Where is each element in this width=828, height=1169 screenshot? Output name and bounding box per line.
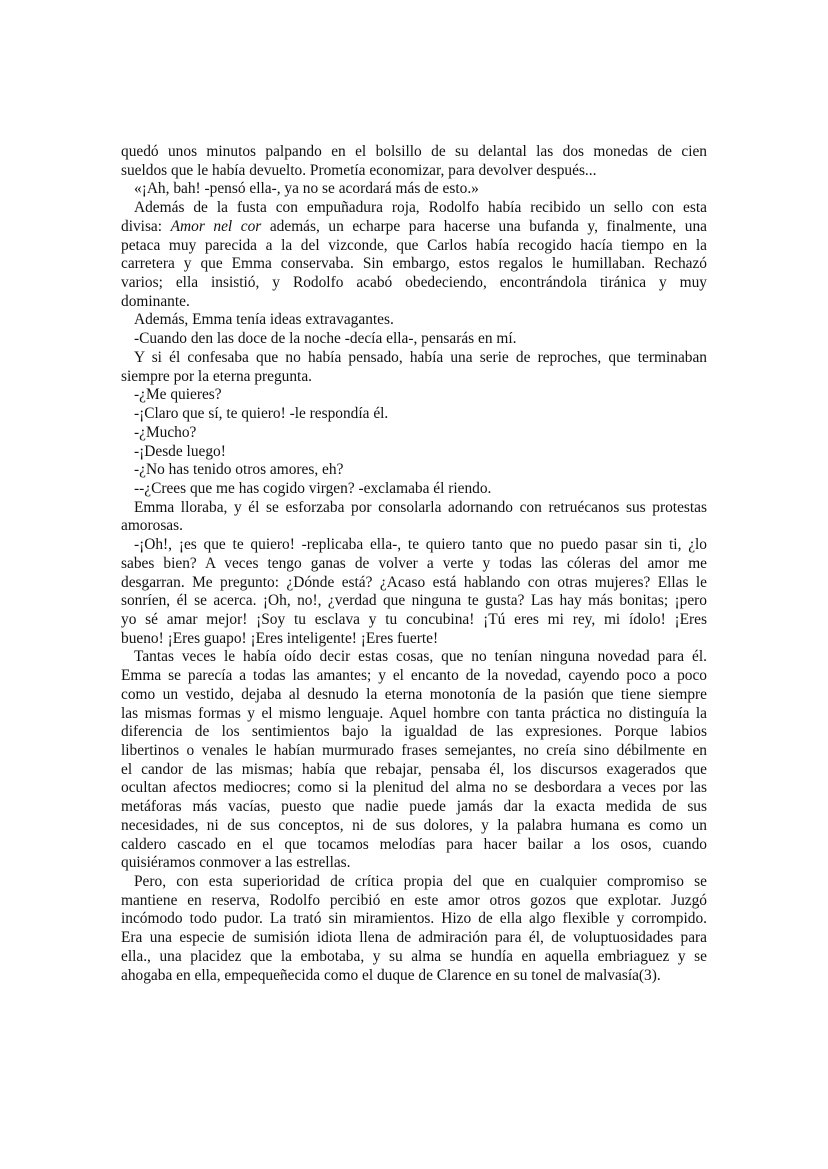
text-line: yo sé amar mejor! ¡Soy tu esclava y tu concubina! ¡Tú eres mi rey, mi ídolo! ¡Eres bbox=[121, 610, 707, 628]
text-line: Además de la fusta con empuñadura roja, Rodolfo había recibido un sello con esta bbox=[134, 199, 707, 217]
text-line: sabes bien? A veces tengo ganas de volver a verte y todas las cóleras del amor me bbox=[121, 554, 707, 572]
text-line: -¿Mucho? bbox=[134, 423, 197, 441]
text-line: libertinos o venales le habían murmurado frases semejantes, no creía sino débilmente en bbox=[121, 742, 707, 759]
text-line: caldero cascado en el que tocamos melodías para hacer bailar a los osos, cuando bbox=[121, 835, 707, 853]
text-line: sonríen, él se acerca. ¡Oh, no!, ¿verdad que ninguna te gusta? Las hay más bonitas; ¡pero bbox=[121, 592, 707, 610]
text-line: ocultan afectos mediocres; como si la plenitud del alma no se desbordara a veces por las bbox=[121, 779, 707, 797]
text-line: sueldos que le había devuelto. Prometía economizar, para devolver después... bbox=[121, 161, 597, 179]
text-line: -Cuando den las doce de la noche -decía ella-, pensarás en mí. bbox=[134, 330, 517, 348]
text-line: Además, Emma tenía ideas extravagantes. bbox=[134, 311, 394, 329]
text-line: -¡Claro que sí, te quiero! -le respondía él. bbox=[134, 405, 389, 423]
text-line: carretera y que Emma conservaba. Sin embargo, estos regalos le humillaban. Rechazó bbox=[121, 255, 707, 273]
text-line: quedó unos minutos palpando en el bolsillo de su delantal las dos monedas de cien bbox=[121, 143, 707, 160]
text-line: --¿Crees que me has cogido virgen? -exclamaba él riendo. bbox=[134, 479, 492, 497]
text-line: -¿No has tenido otros amores, eh? bbox=[134, 461, 344, 479]
text-line: mantiene en reserva, Rodolfo percibió en este amor otros gozos que explotar. Juzgó bbox=[121, 891, 707, 909]
line-prefix: divisa: bbox=[121, 217, 171, 235]
line-suffix: además, un echarpe para hacerse una bufanda y, finalmente, una bbox=[261, 217, 707, 235]
document-page bbox=[121, 143, 707, 985]
text-line: Emma lloraba, y él se esforzaba por consolarla adornando con retruécanos sus protestas bbox=[134, 498, 707, 516]
text-line: desgarran. Me pregunto: ¿Dónde está? ¿Acaso está hablando con otras mujeres? Ellas le bbox=[121, 573, 707, 591]
text-line: quisiéramos conmover a las estrellas. bbox=[121, 854, 351, 872]
text-line: -¡Oh!, ¡es que te quiero! -replicaba ella-, te quiero tanto que no puedo pasar sin ti, ¿lo bbox=[134, 536, 707, 554]
text-line: «¡Ah, bah! -pensó ella-, ya no se acordará más de esto.» bbox=[134, 180, 479, 198]
text-line: dominante. bbox=[121, 292, 190, 310]
text-line: Tantas veces le había oído decir estas cosas, que no tenían ninguna novedad para él. bbox=[134, 648, 707, 666]
text-line: incómodo todo pudor. La trató sin miramientos. Hizo de ella algo flexible y corrompido. bbox=[121, 910, 707, 928]
text-line: siempre por la eterna pregunta. bbox=[121, 367, 313, 385]
text-line: Pero, con esta superioridad de crítica propia del que en cualquier compromiso se bbox=[134, 873, 707, 891]
text-line: Era una especie de sumisión idiota llena de admiración para él, de voluptuosidades para bbox=[121, 929, 707, 947]
text-line: -¿Me quieres? bbox=[134, 386, 222, 404]
text-line: -¡Desde luego! bbox=[134, 442, 226, 460]
text-line: las mismas formas y el mismo lenguaje. Aquel hombre con tanta práctica no distinguía la bbox=[121, 704, 707, 722]
text-line: ella., una placidez que la embotaba, y su alma se hundía en aquella embriaguez y se bbox=[121, 947, 707, 965]
text-line-with-italic bbox=[121, 218, 707, 237]
italic-motto: Amor nel cor bbox=[170, 217, 262, 235]
text-line: metáforas más vacías, puesto que nadie puede jamás dar la exacta medida de sus bbox=[121, 798, 707, 816]
text-line: bueno! ¡Eres guapo! ¡Eres inteligente! ¡Eres fuerte! bbox=[121, 629, 439, 647]
text-line: Y si él confesaba que no había pensado, había una serie de reproches, que terminaban bbox=[134, 348, 707, 366]
text-line: amorosas. bbox=[121, 517, 183, 535]
text-line: como un vestido, dejaba al desnudo la eterna monotonía de la pasión que tiene siempre bbox=[121, 685, 707, 703]
text-line: ahogaba en ella, empequeñecida como el duque de Clarence en su tonel de malvasía(3). bbox=[121, 966, 661, 984]
text-line: varios; ella insistió, y Rodolfo acabó obedeciendo, encontrándola tiránica y muy bbox=[121, 274, 707, 292]
text-line: diferencia de los sentimientos bajo la igualdad de las expresiones. Porque labios bbox=[121, 723, 707, 741]
text-line: petaca muy parecida a la del vizconde, que Carlos había recogido hacía tiempo en la bbox=[121, 236, 707, 254]
text-line: necesidades, ni de sus conceptos, ni de sus dolores, y la palabra humana es como un bbox=[121, 816, 707, 834]
text-line: el candor de las mismas; había que rebajar, pensaba él, los discursos exagerados que bbox=[121, 760, 707, 778]
text-line: Emma se parecía a todas las amantes; y el encanto de la novedad, cayendo poco a poco bbox=[121, 667, 707, 685]
